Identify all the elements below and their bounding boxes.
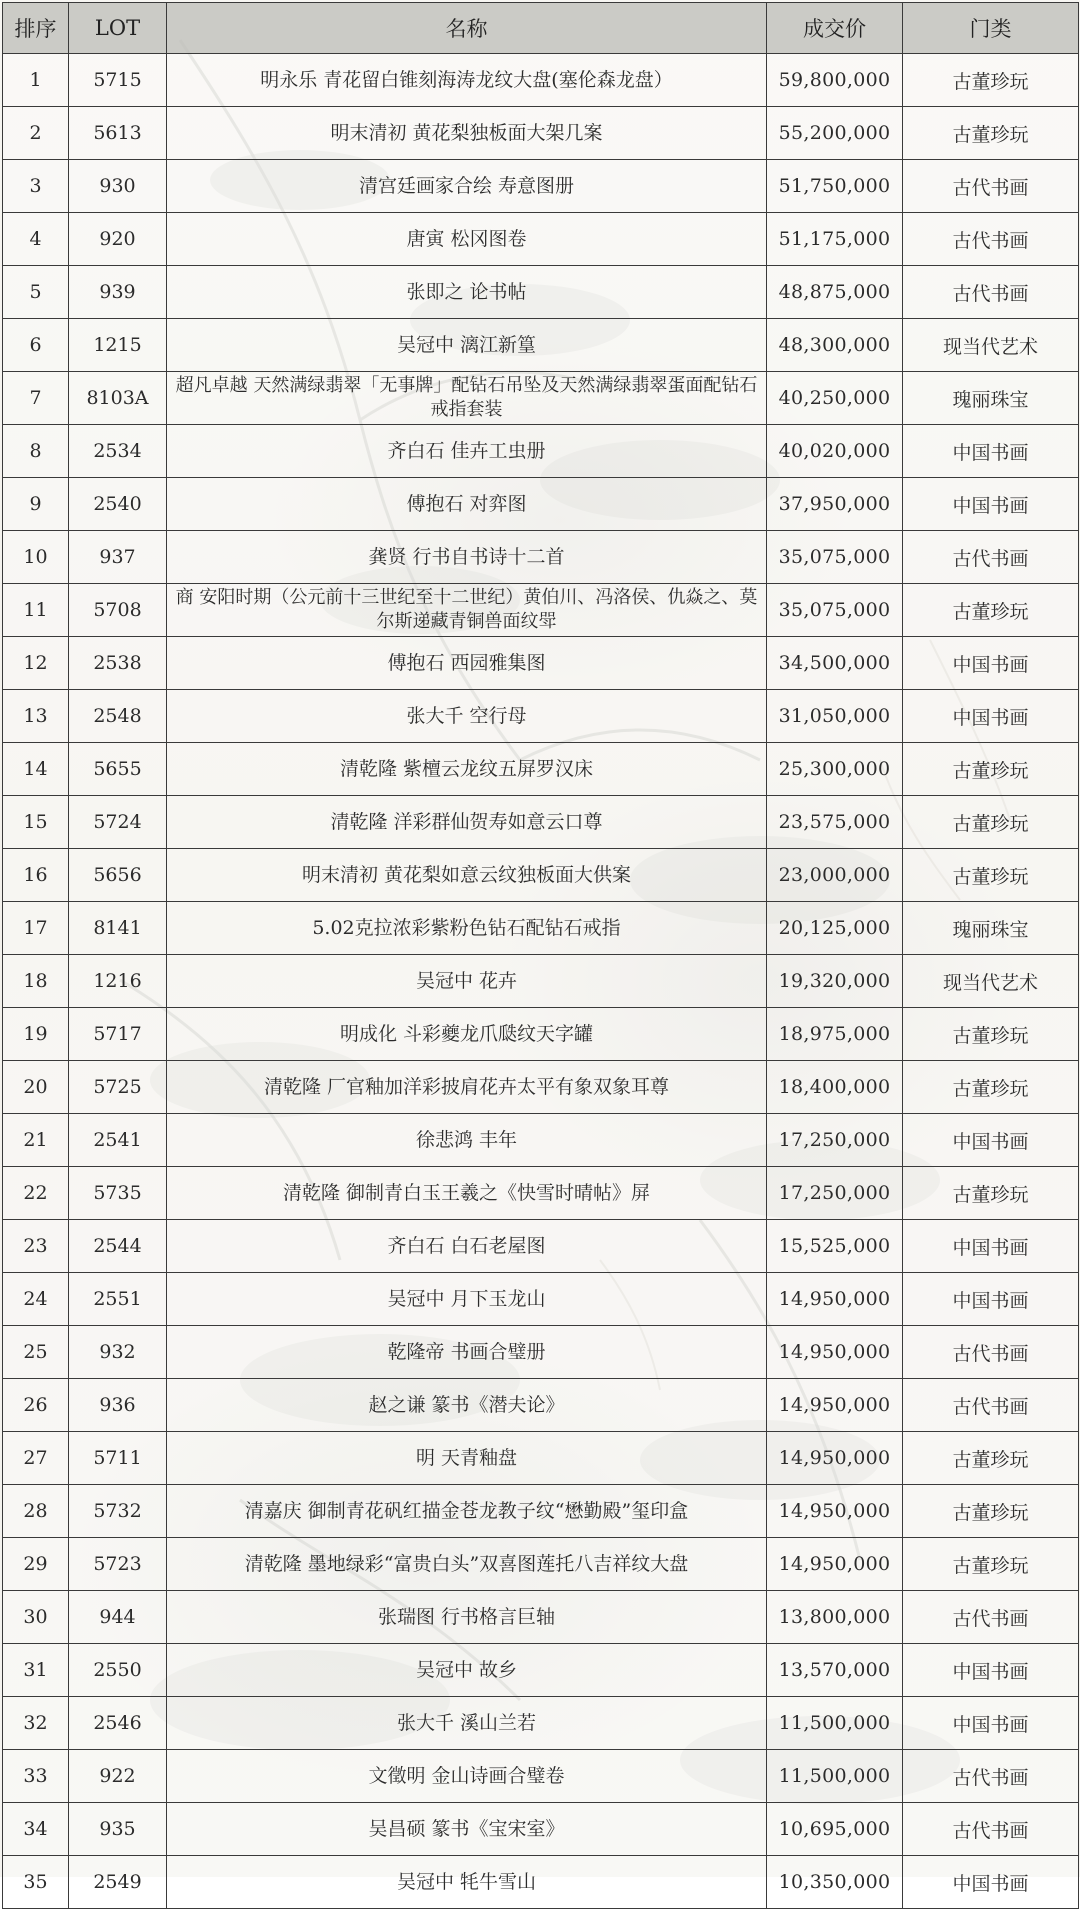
rank-cell: 9 (3, 478, 69, 531)
rank-cell: 25 (3, 1326, 69, 1379)
price-cell: 25,300,000 (767, 743, 903, 796)
table-row (3, 1008, 1079, 1061)
table-row (3, 1220, 1079, 1273)
category-cell: 古董珍玩 (903, 1167, 1079, 1220)
name-cell: 明成化 斗彩夔龙爪瓞纹天字罐 (167, 1008, 767, 1061)
rank-cell: 1 (3, 54, 69, 107)
lot-cell: 1216 (69, 955, 167, 1008)
lot-cell: 2550 (69, 1644, 167, 1697)
price-cell: 55,200,000 (767, 107, 903, 160)
name-cell: 文徵明 金山诗画合璧卷 (167, 1750, 767, 1803)
table-header (3, 3, 1079, 54)
header-lot: LOT (69, 3, 167, 54)
category-cell: 中国书画 (903, 425, 1079, 478)
lot-cell: 2538 (69, 637, 167, 690)
lot-cell: 944 (69, 1591, 167, 1644)
name-cell: 吴冠中 花卉 (167, 955, 767, 1008)
rank-cell: 28 (3, 1485, 69, 1538)
price-cell: 10,350,000 (767, 1856, 903, 1909)
table-row (3, 1750, 1079, 1803)
rank-cell: 31 (3, 1644, 69, 1697)
price-cell: 13,570,000 (767, 1644, 903, 1697)
name-cell: 5.02克拉浓彩紫粉色钻石配钻石戒指 (167, 902, 767, 955)
table-row (3, 690, 1079, 743)
rank-cell: 24 (3, 1273, 69, 1326)
table-row (3, 1273, 1079, 1326)
name-cell: 清乾隆 洋彩群仙贺寿如意云口尊 (167, 796, 767, 849)
name-cell: 清乾隆 御制青白玉王羲之《快雪时晴帖》屏 (167, 1167, 767, 1220)
category-cell: 古代书画 (903, 1591, 1079, 1644)
lot-cell: 2549 (69, 1856, 167, 1909)
table-row (3, 584, 1079, 637)
price-cell: 59,800,000 (767, 54, 903, 107)
rank-cell: 3 (3, 160, 69, 213)
category-cell: 古代书画 (903, 531, 1079, 584)
rank-cell: 26 (3, 1379, 69, 1432)
category-cell: 中国书画 (903, 1273, 1079, 1326)
lot-cell: 930 (69, 160, 167, 213)
price-cell: 19,320,000 (767, 955, 903, 1008)
category-cell: 中国书画 (903, 1220, 1079, 1273)
name-cell: 齐白石 佳卉工虫册 (167, 425, 767, 478)
rank-cell: 7 (3, 372, 69, 425)
price-cell: 48,875,000 (767, 266, 903, 319)
category-cell: 古董珍玩 (903, 1432, 1079, 1485)
rank-cell: 8 (3, 425, 69, 478)
rank-cell: 2 (3, 107, 69, 160)
category-cell: 中国书画 (903, 637, 1079, 690)
name-cell: 赵之谦 篆书《潜夫论》 (167, 1379, 767, 1432)
category-cell: 中国书画 (903, 1114, 1079, 1167)
category-cell: 古董珍玩 (903, 1538, 1079, 1591)
rank-cell: 16 (3, 849, 69, 902)
name-cell: 吴昌硕 篆书《宝宋室》 (167, 1803, 767, 1856)
name-cell: 清乾隆 厂官釉加洋彩披肩花卉太平有象双象耳尊 (167, 1061, 767, 1114)
category-cell: 中国书画 (903, 1644, 1079, 1697)
table-row (3, 1061, 1079, 1114)
rank-cell: 14 (3, 743, 69, 796)
rank-cell: 23 (3, 1220, 69, 1273)
name-cell: 傅抱石 西园雅集图 (167, 637, 767, 690)
rank-cell: 35 (3, 1856, 69, 1909)
price-cell: 14,950,000 (767, 1538, 903, 1591)
name-cell: 超凡卓越 天然满绿翡翠「无事牌」配钻石吊坠及天然满绿翡翠蛋面配钻石戒指套装 (167, 372, 767, 425)
name-cell: 傅抱石 对弈图 (167, 478, 767, 531)
lot-cell: 1215 (69, 319, 167, 372)
rank-cell: 32 (3, 1697, 69, 1750)
name-cell: 张瑞图 行书格言巨轴 (167, 1591, 767, 1644)
price-cell: 14,950,000 (767, 1432, 903, 1485)
category-cell: 古董珍玩 (903, 1008, 1079, 1061)
lot-cell: 5711 (69, 1432, 167, 1485)
lot-cell: 5735 (69, 1167, 167, 1220)
category-cell: 瑰丽珠宝 (903, 372, 1079, 425)
lot-cell: 2546 (69, 1697, 167, 1750)
price-cell: 11,500,000 (767, 1697, 903, 1750)
rank-cell: 19 (3, 1008, 69, 1061)
category-cell: 古董珍玩 (903, 584, 1079, 637)
price-cell: 18,400,000 (767, 1061, 903, 1114)
table-row (3, 107, 1079, 160)
price-cell: 15,525,000 (767, 1220, 903, 1273)
table-row (3, 1697, 1079, 1750)
rank-cell: 34 (3, 1803, 69, 1856)
category-cell: 古代书画 (903, 266, 1079, 319)
rank-cell: 27 (3, 1432, 69, 1485)
price-cell: 23,575,000 (767, 796, 903, 849)
lot-cell: 5656 (69, 849, 167, 902)
price-cell: 34,500,000 (767, 637, 903, 690)
table-row (3, 796, 1079, 849)
category-cell: 古代书画 (903, 1803, 1079, 1856)
lot-cell: 935 (69, 1803, 167, 1856)
table-row (3, 266, 1079, 319)
price-cell: 14,950,000 (767, 1485, 903, 1538)
table-row (3, 1644, 1079, 1697)
price-cell: 37,950,000 (767, 478, 903, 531)
price-cell: 17,250,000 (767, 1114, 903, 1167)
table-row (3, 1485, 1079, 1538)
category-cell: 古董珍玩 (903, 107, 1079, 160)
rank-cell: 21 (3, 1114, 69, 1167)
category-cell: 古代书画 (903, 1326, 1079, 1379)
table-row (3, 372, 1079, 425)
price-cell: 11,500,000 (767, 1750, 903, 1803)
lot-cell: 5724 (69, 796, 167, 849)
price-cell: 48,300,000 (767, 319, 903, 372)
auction-results-table (2, 2, 1079, 1909)
rank-cell: 6 (3, 319, 69, 372)
lot-cell: 5732 (69, 1485, 167, 1538)
name-cell: 明末清初 黄花梨如意云纹独板面大供案 (167, 849, 767, 902)
table-row (3, 849, 1079, 902)
category-cell: 古代书画 (903, 160, 1079, 213)
category-cell: 古董珍玩 (903, 1485, 1079, 1538)
price-cell: 18,975,000 (767, 1008, 903, 1061)
category-cell: 古董珍玩 (903, 743, 1079, 796)
table-row (3, 319, 1079, 372)
name-cell: 乾隆帝 书画合璧册 (167, 1326, 767, 1379)
table-row (3, 213, 1079, 266)
rank-cell: 30 (3, 1591, 69, 1644)
category-cell: 瑰丽珠宝 (903, 902, 1079, 955)
rank-cell: 22 (3, 1167, 69, 1220)
table-body (3, 54, 1079, 1909)
name-cell: 清乾隆 墨地绿彩“富贵白头”双喜图莲托八吉祥纹大盘 (167, 1538, 767, 1591)
rank-cell: 20 (3, 1061, 69, 1114)
price-cell: 35,075,000 (767, 531, 903, 584)
header-row (3, 3, 1079, 54)
category-cell: 古代书画 (903, 1750, 1079, 1803)
lot-cell: 5655 (69, 743, 167, 796)
category-cell: 现当代艺术 (903, 319, 1079, 372)
category-cell: 古代书画 (903, 1379, 1079, 1432)
price-cell: 31,050,000 (767, 690, 903, 743)
category-cell: 古董珍玩 (903, 54, 1079, 107)
name-cell: 龚贤 行书自书诗十二首 (167, 531, 767, 584)
table-row (3, 1856, 1079, 1909)
table-row (3, 955, 1079, 1008)
name-cell: 吴冠中 漓江新篁 (167, 319, 767, 372)
name-cell: 徐悲鸿 丰年 (167, 1114, 767, 1167)
price-cell: 40,250,000 (767, 372, 903, 425)
rank-cell: 5 (3, 266, 69, 319)
name-cell: 商 安阳时期（公元前十三世纪至十二世纪）黄伯川、冯洛侯、仇焱之、莫尔斯递藏青铜兽面纹斝 (167, 584, 767, 637)
lot-cell: 939 (69, 266, 167, 319)
price-cell: 51,175,000 (767, 213, 903, 266)
lot-cell: 5723 (69, 1538, 167, 1591)
price-cell: 20,125,000 (767, 902, 903, 955)
lot-cell: 932 (69, 1326, 167, 1379)
table-row (3, 425, 1079, 478)
name-cell: 清乾隆 紫檀云龙纹五屏罗汉床 (167, 743, 767, 796)
price-cell: 14,950,000 (767, 1273, 903, 1326)
table-row (3, 54, 1079, 107)
rank-cell: 13 (3, 690, 69, 743)
price-cell: 23,000,000 (767, 849, 903, 902)
table-row (3, 637, 1079, 690)
lot-cell: 2534 (69, 425, 167, 478)
table-row (3, 1379, 1079, 1432)
lot-cell: 8141 (69, 902, 167, 955)
table-row (3, 1538, 1079, 1591)
table-row (3, 1591, 1079, 1644)
lot-cell: 2548 (69, 690, 167, 743)
price-cell: 13,800,000 (767, 1591, 903, 1644)
lot-cell: 920 (69, 213, 167, 266)
lot-cell: 937 (69, 531, 167, 584)
lot-cell: 2540 (69, 478, 167, 531)
category-cell: 古代书画 (903, 213, 1079, 266)
price-cell: 14,950,000 (767, 1326, 903, 1379)
name-cell: 吴冠中 牦牛雪山 (167, 1856, 767, 1909)
table-row (3, 1326, 1079, 1379)
name-cell: 张大千 空行母 (167, 690, 767, 743)
name-cell: 明末清初 黄花梨独板面大架几案 (167, 107, 767, 160)
rank-cell: 4 (3, 213, 69, 266)
category-cell: 古董珍玩 (903, 849, 1079, 902)
price-cell: 17,250,000 (767, 1167, 903, 1220)
header-rank: 排序 (3, 3, 69, 54)
name-cell: 吴冠中 故乡 (167, 1644, 767, 1697)
lot-cell: 2544 (69, 1220, 167, 1273)
lot-cell: 5725 (69, 1061, 167, 1114)
rank-cell: 29 (3, 1538, 69, 1591)
rank-cell: 11 (3, 584, 69, 637)
category-cell: 中国书画 (903, 478, 1079, 531)
table-row (3, 531, 1079, 584)
rank-cell: 12 (3, 637, 69, 690)
category-cell: 古董珍玩 (903, 796, 1079, 849)
name-cell: 齐白石 白石老屋图 (167, 1220, 767, 1273)
price-cell: 35,075,000 (767, 584, 903, 637)
category-cell: 古董珍玩 (903, 1061, 1079, 1114)
name-cell: 唐寅 松冈图卷 (167, 213, 767, 266)
table-row (3, 1167, 1079, 1220)
lot-cell: 8103A (69, 372, 167, 425)
rank-cell: 17 (3, 902, 69, 955)
rank-cell: 33 (3, 1750, 69, 1803)
lot-cell: 5708 (69, 584, 167, 637)
rank-cell: 18 (3, 955, 69, 1008)
rank-cell: 15 (3, 796, 69, 849)
table-row (3, 160, 1079, 213)
lot-cell: 936 (69, 1379, 167, 1432)
name-cell: 明永乐 青花留白锥刻海涛龙纹大盘(塞伦森龙盘） (167, 54, 767, 107)
lot-cell: 2551 (69, 1273, 167, 1326)
price-cell: 10,695,000 (767, 1803, 903, 1856)
name-cell: 明 天青釉盘 (167, 1432, 767, 1485)
price-cell: 14,950,000 (767, 1379, 903, 1432)
name-cell: 吴冠中 月下玉龙山 (167, 1273, 767, 1326)
header-price: 成交价 (767, 3, 903, 54)
header-name: 名称 (167, 3, 767, 54)
price-cell: 51,750,000 (767, 160, 903, 213)
name-cell: 张即之 论书帖 (167, 266, 767, 319)
category-cell: 中国书画 (903, 690, 1079, 743)
name-cell: 清嘉庆 御制青花矾红描金苍龙教子纹“懋勤殿”玺印盒 (167, 1485, 767, 1538)
table-row (3, 478, 1079, 531)
table-row (3, 1114, 1079, 1167)
category-cell: 中国书画 (903, 1856, 1079, 1909)
lot-cell: 5717 (69, 1008, 167, 1061)
lot-cell: 2541 (69, 1114, 167, 1167)
name-cell: 张大千 溪山兰若 (167, 1697, 767, 1750)
price-cell: 40,020,000 (767, 425, 903, 478)
lot-cell: 922 (69, 1750, 167, 1803)
table-row (3, 1432, 1079, 1485)
category-cell: 中国书画 (903, 1697, 1079, 1750)
table-row (3, 1803, 1079, 1856)
rank-cell: 10 (3, 531, 69, 584)
name-cell: 清宫廷画家合绘 寿意图册 (167, 160, 767, 213)
lot-cell: 5715 (69, 54, 167, 107)
table-row (3, 743, 1079, 796)
category-cell: 现当代艺术 (903, 955, 1079, 1008)
lot-cell: 5613 (69, 107, 167, 160)
header-category: 门类 (903, 3, 1079, 54)
table-row (3, 902, 1079, 955)
